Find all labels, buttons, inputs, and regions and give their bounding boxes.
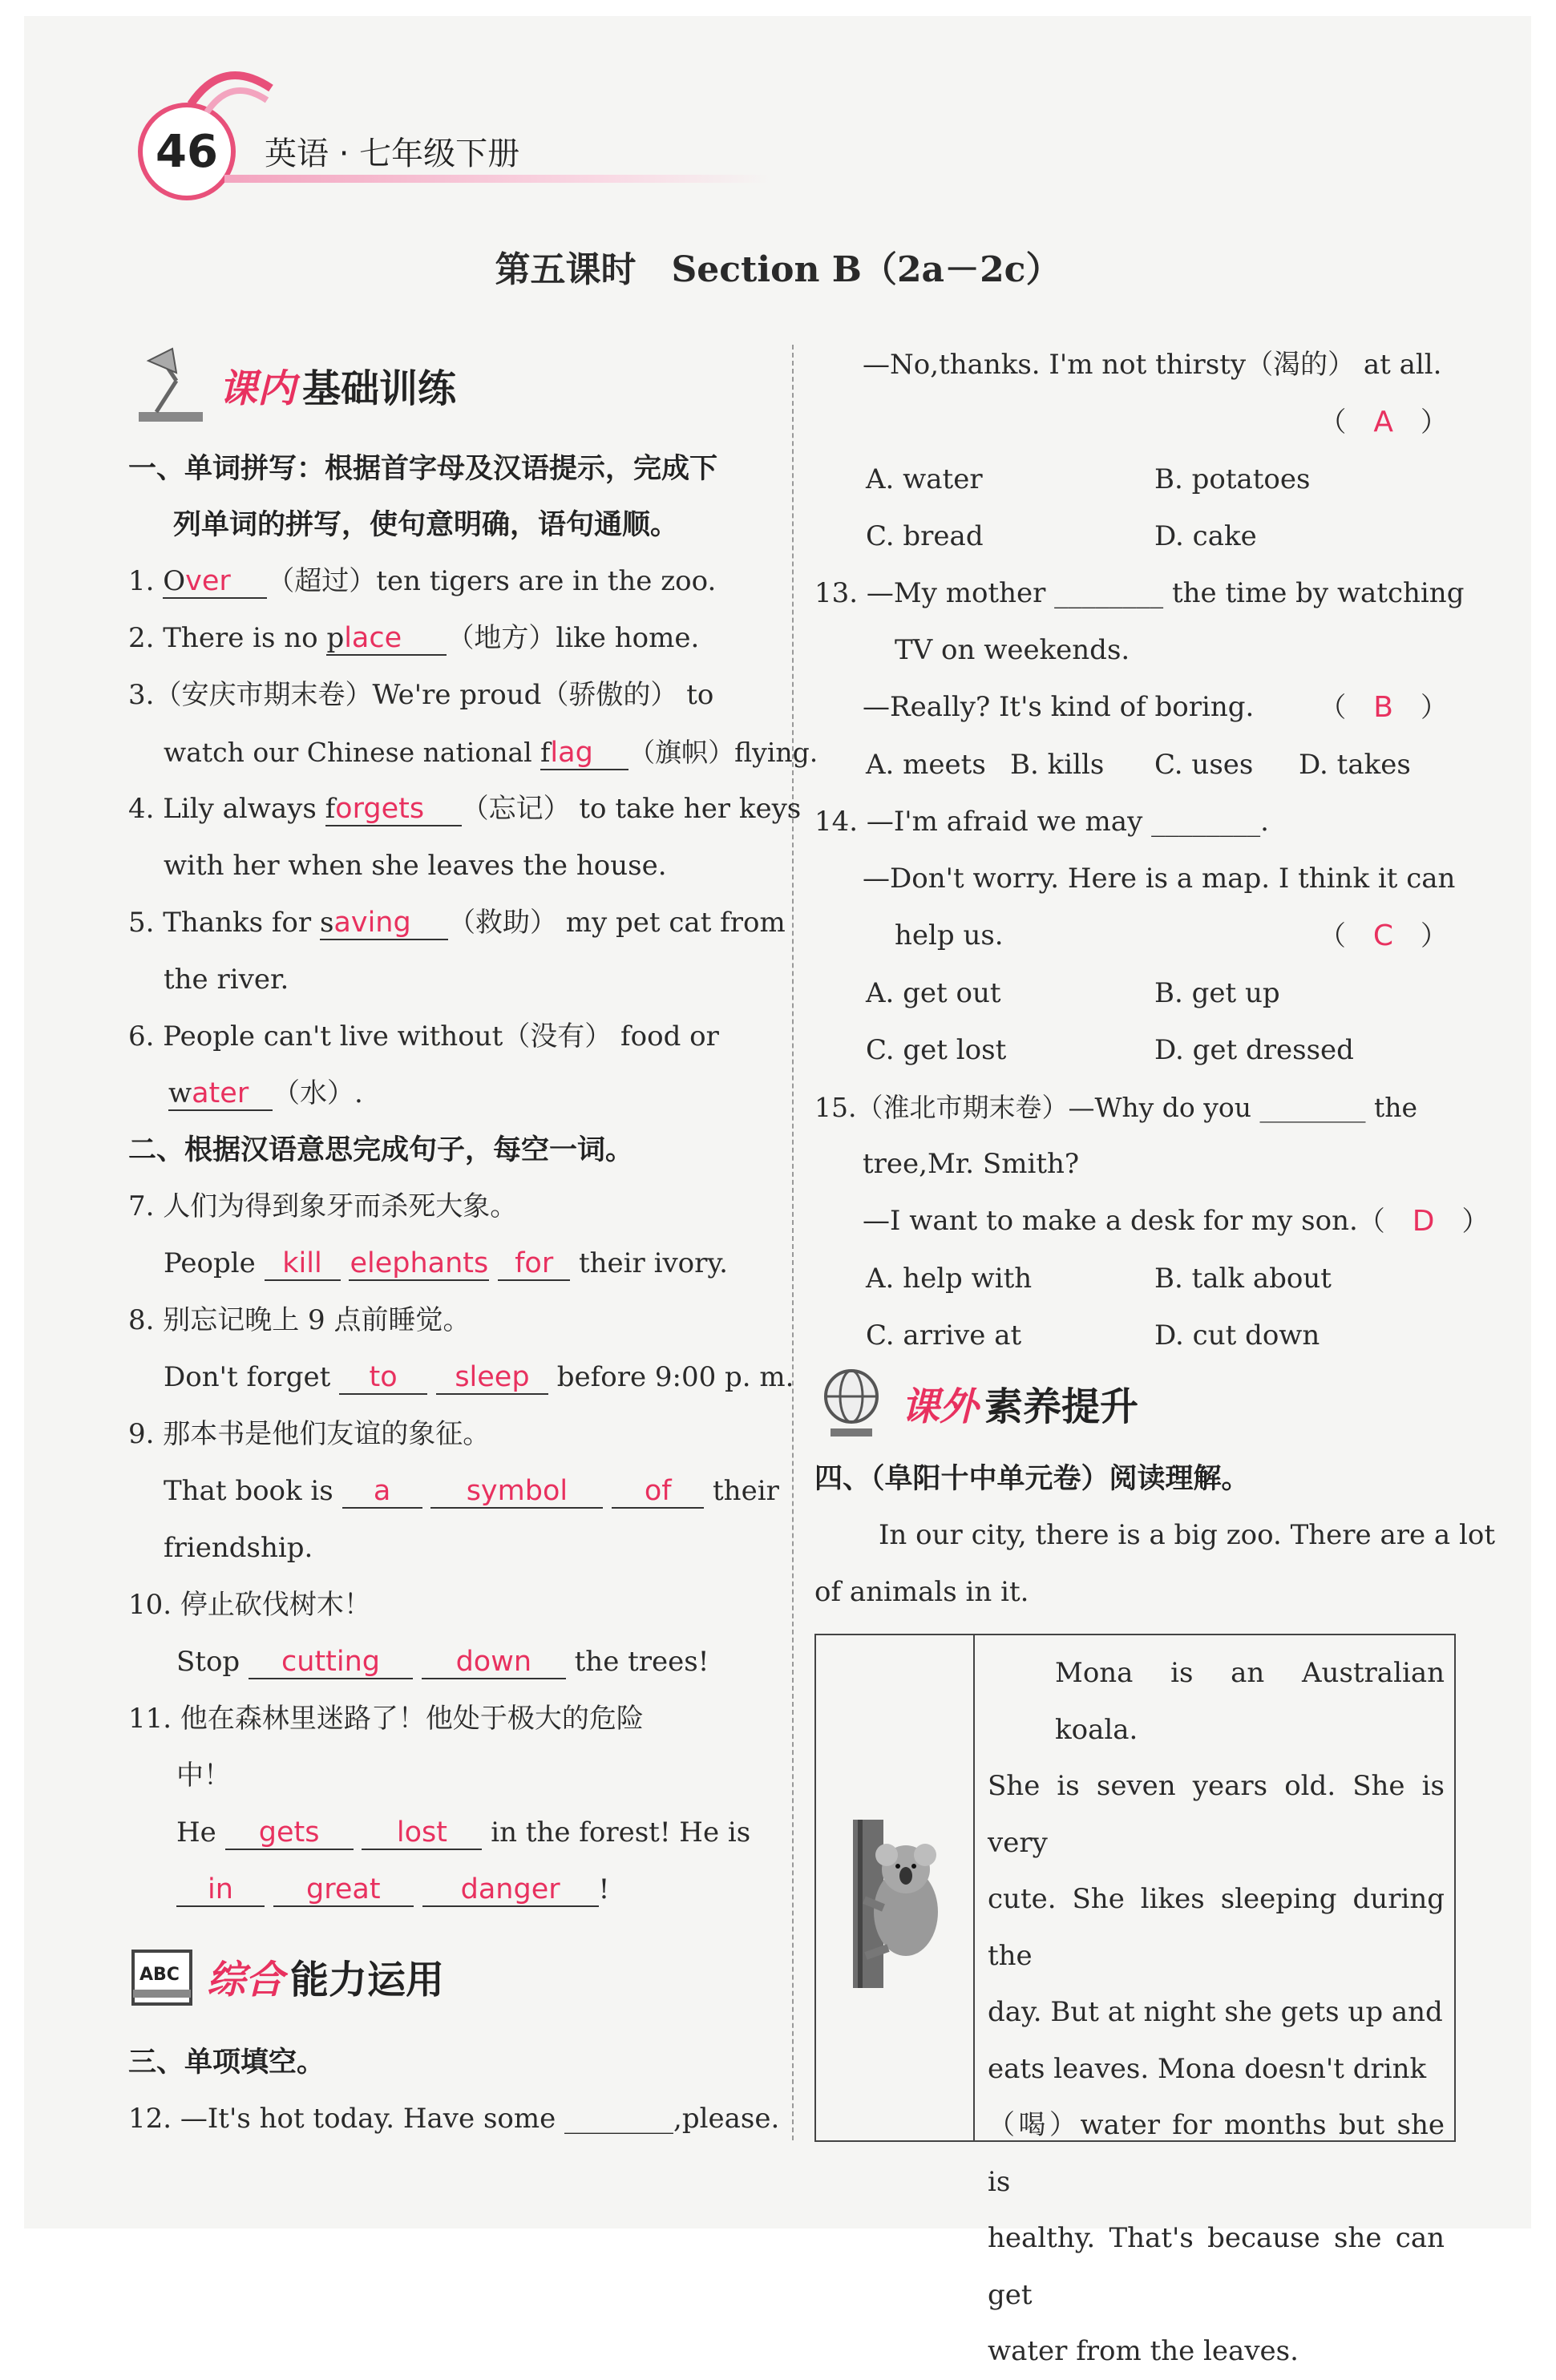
part4-heading: 四、（阜阳十中单元卷）阅读理解。 — [814, 1463, 1250, 1495]
header-ribbon-icon — [183, 56, 279, 128]
answer-blank[interactable]: in — [176, 1873, 265, 1907]
answer-blank[interactable]: lost — [362, 1816, 482, 1850]
column-divider — [792, 345, 794, 2140]
options-row — [814, 1307, 1456, 1364]
question-8-cn: 8. 别忘记晚上 9 点前睡觉。 — [128, 1304, 471, 1336]
story-line: Mona is an Australian koala. — [1055, 1657, 1445, 1746]
story-box — [814, 1634, 1456, 2367]
question-4-cont: with her when she leaves the house. — [164, 850, 667, 882]
story-text — [988, 1645, 1445, 2380]
answer-blank[interactable]: for — [498, 1247, 570, 1281]
choice-answer[interactable]: B — [1373, 691, 1393, 724]
question-13-cont: TV on weekends. — [895, 634, 1130, 666]
question-3: 3.（安庆市期末卷）We're proud（骄傲的） to — [128, 679, 714, 711]
lesson-title: 第五课时 Section B（2a－2c） — [495, 249, 1061, 290]
abc-book-icon — [128, 1940, 200, 2012]
question-11-cn-cont: 中！ — [176, 1760, 231, 1792]
answer-blank[interactable]: cutting — [249, 1646, 413, 1679]
question-11-cont: in great danger ! — [128, 1861, 778, 1918]
answer-blank[interactable]: Over — [163, 565, 267, 599]
right-column — [814, 337, 1489, 1364]
lamp-icon — [132, 345, 212, 425]
part4 — [814, 1451, 1496, 1621]
question-6: 6. People can't live without（没有） food or — [128, 1020, 719, 1053]
question-1: 1. Over （超过）ten tigers are in the zoo. — [128, 565, 717, 597]
book-title: 英语 · 七年级下册 — [265, 135, 520, 172]
option[interactable]: D. cut down — [1154, 1319, 1320, 1352]
svg-text:ABC: ABC — [139, 1965, 180, 1985]
intro-line: of animals in it. — [814, 1576, 1029, 1608]
answer-blank[interactable]: water — [168, 1077, 273, 1111]
question-10: Stop cutting down the trees! — [176, 1646, 709, 1678]
answer-blank[interactable]: danger — [422, 1873, 599, 1907]
question-14-cont2: help us. （ C ） — [895, 919, 1448, 952]
option[interactable]: A. help with — [866, 1263, 1033, 1295]
part2-heading: 二、根据汉语意思完成句子，每空一词。 — [128, 1134, 634, 1166]
question-5: 5. Thanks for saving （救助） my pet cat from — [128, 907, 786, 939]
globe-icon — [814, 1363, 895, 1443]
option[interactable]: A. get out — [866, 977, 1001, 1009]
question-9-cn: 9. 那本书是他们友谊的象征。 — [128, 1418, 491, 1450]
answer-blank[interactable]: place — [326, 622, 447, 656]
question-3-cont: watch our Chinese national flag （旗帜）flying. — [164, 737, 818, 769]
question-12-cont: —No,thanks. I'm not thirsty（渴的） at all. — [863, 349, 1442, 381]
options-row — [814, 1022, 1456, 1079]
answer-paren: （ A ） — [1319, 406, 1448, 438]
section-basic-heading: 课内 基础训练 — [132, 345, 456, 425]
question-8: Don't forget to sleep before 9:00 p. m. — [164, 1361, 794, 1393]
header-underline — [224, 175, 770, 183]
answer-blank[interactable]: great — [273, 1873, 414, 1907]
question-9: That book is a symbol of their — [164, 1475, 779, 1507]
option[interactable]: C. arrive at — [866, 1319, 1022, 1352]
part3-start — [128, 2035, 778, 2148]
answer-blank[interactable]: down — [422, 1646, 566, 1679]
answer-blank[interactable]: flag — [540, 737, 628, 770]
option[interactable]: B. potatoes — [1154, 463, 1311, 495]
question-15: 15.（淮北市期末卷）—Why do you ________ the — [814, 1092, 1418, 1123]
section-extra-heading: 课外 素养提升 — [814, 1363, 1138, 1443]
answer-blank[interactable]: gets — [225, 1816, 354, 1850]
question-14: 14. —I'm afraid we may ________. — [814, 806, 1269, 838]
answer-blank[interactable]: forgets — [325, 793, 462, 826]
story-line: （喝）water for months but she is — [988, 2109, 1445, 2198]
story-line: healthy. That's because she can get — [988, 2222, 1445, 2311]
question-7: People kill elephants for their ivory. — [164, 1247, 728, 1279]
question-15-reply: —I want to make a desk for my son. （ D ） — [863, 1205, 1489, 1238]
section-comprehensive-heading: ABC 综合 能力运用 — [128, 1940, 444, 2012]
question-6-cont: water （水）. — [168, 1077, 363, 1109]
story-line: eats leaves. Mona doesn't drink — [988, 2052, 1427, 2085]
option[interactable]: A. meets — [866, 749, 986, 781]
answer-blank[interactable]: of — [612, 1475, 704, 1509]
question-12: 12. —It's hot today. Have some ________,please. — [128, 2103, 780, 2135]
question-5-cont: the river. — [164, 964, 289, 996]
question-7-cn: 7. 人们为得到象牙而杀死大象。 — [128, 1190, 518, 1222]
question-14-cont: —Don't worry. Here is a map. I think it can — [863, 863, 1456, 895]
options-row — [814, 1251, 1456, 1307]
story-line: She is seven years old. She is very — [988, 1770, 1445, 1859]
story-line: cute. She likes sleeping during the — [988, 1883, 1445, 1972]
option[interactable]: C. get lost — [866, 1034, 1007, 1066]
answer-blank[interactable]: a — [342, 1475, 422, 1509]
question-13-reply: —Really? It's kind of boring. （ B ） — [863, 691, 1448, 724]
story-image-cell — [816, 1635, 975, 2140]
option[interactable]: C. bread — [866, 520, 984, 552]
option[interactable]: D. cake — [1154, 520, 1257, 552]
question-13: 13. —My mother ________ the time by watching — [814, 577, 1465, 609]
choice-answer[interactable]: C — [1372, 919, 1393, 952]
options-row — [814, 508, 1456, 565]
option[interactable]: B. get up — [1154, 977, 1280, 1009]
options-row — [814, 451, 1456, 508]
intro-line: In our city, there is a big zoo. There are a lot — [879, 1519, 1496, 1551]
choice-answer[interactable]: A — [1373, 406, 1393, 438]
question-11: He gets lost in the forest! He is — [176, 1816, 751, 1849]
answer-blank[interactable]: to — [339, 1361, 427, 1395]
answer-blank[interactable]: elephants — [350, 1247, 489, 1279]
story-line: water from the leaves. — [988, 2335, 1299, 2367]
option[interactable]: B. talk about — [1154, 1263, 1332, 1295]
question-4: 4. Lily always forgets （忘记） to take her keys — [128, 793, 802, 825]
part1-heading: 一、单词拼写：根据首字母及汉语提示，完成下 — [128, 453, 718, 485]
answer-blank[interactable]: kill — [265, 1247, 341, 1281]
part1-heading-cont: 列单词的拼写，使句意明确，语句通顺。 — [173, 509, 679, 541]
answer-blank[interactable]: saving — [320, 907, 448, 940]
koala-image — [816, 1635, 973, 2140]
choice-answer[interactable]: D — [1412, 1205, 1435, 1238]
option[interactable]: D. get dressed — [1154, 1034, 1354, 1066]
answer-blank[interactable]: sleep — [436, 1361, 548, 1395]
question-10-cn: 10. 停止砍伐树木！ — [128, 1589, 371, 1621]
question-15-cont: tree,Mr. Smith? — [863, 1148, 1080, 1180]
option[interactable]: C. uses — [1154, 749, 1254, 781]
question-11-cn: 11. 他在森林里迷路了！他处于极大的危险 — [128, 1703, 644, 1735]
answer-blank[interactable]: symbol — [430, 1475, 603, 1509]
story-line: day. But at night she gets up and — [988, 1996, 1443, 2028]
option[interactable]: D. takes — [1299, 749, 1411, 781]
left-column — [128, 441, 818, 1918]
page-number: 46 — [138, 103, 236, 200]
question-2: 2. There is no place （地方）like home. — [128, 622, 700, 654]
options-row — [814, 965, 1456, 1022]
option[interactable]: B. kills — [1010, 749, 1105, 781]
part3-heading: 三、单项填空。 — [128, 2047, 325, 2079]
options-row — [814, 737, 1456, 794]
question-9-cont: friendship. — [164, 1532, 313, 1564]
option[interactable]: A. water — [866, 463, 983, 495]
